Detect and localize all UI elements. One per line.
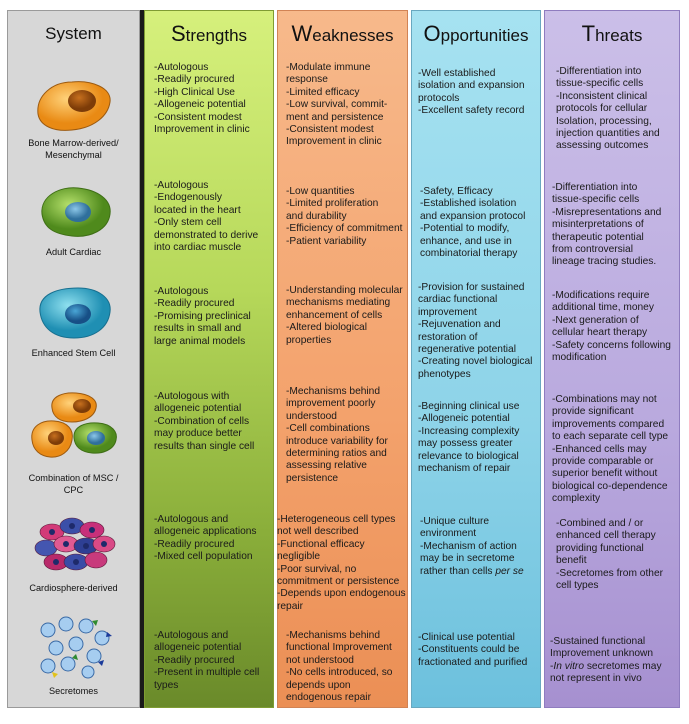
header-system: System bbox=[45, 24, 102, 43]
threat-adult-cardiac: -Differentiation into tissue-specific cells -Misrepresentations and misinterpretations of therapeutic potential from controversial lineage tracing studies. bbox=[552, 182, 662, 268]
weakness-cardiosphere: -Heterogeneous cell types not well described -Functional efficacy negligible -Poor survival, no commitment or persistence -Depends upon endogenous repair bbox=[277, 514, 406, 612]
system-label: Secretomes bbox=[48, 686, 99, 696]
bone-marrow-cell-icon bbox=[32, 76, 118, 136]
header-opportunities: Opportunities bbox=[423, 21, 529, 46]
threat-combination: -Combinations may not provide significant improvements compared to each separate cell type -Enhanced cells may provide comparable or superior benefit without biological co-dependence complexity bbox=[552, 394, 669, 505]
system-label: Combination of MSC / CPC bbox=[28, 473, 119, 495]
threat-bone-marrow: -Differentiation into tissue-specific cells -Inconsistent clinical protocols for cellular Isolation, processing, injection quantities and assessing outcomes bbox=[556, 66, 660, 152]
strength-secretomes: -Autologous and allogeneic potential -Readily procured -Present in multiple cell types bbox=[154, 630, 260, 691]
opportunity-secretomes: -Clinical use potential -Constituents could be fractionated and purified bbox=[418, 632, 528, 668]
system-label: Enhanced Stem Cell bbox=[31, 348, 116, 358]
header-weaknesses: Weaknesses bbox=[291, 21, 394, 46]
opportunity-adult-cardiac: -Safety, Efficacy -Established isolation and expansion protocol -Potential to modify, enhance, and use in combinatorial therapy bbox=[420, 186, 526, 260]
weakness-adult-cardiac: -Low quantities -Limited proliferation and durability -Efficiency of commitment -Patient variability bbox=[286, 186, 403, 247]
strength-enhanced: -Autologous -Readily procured -Promising preclinical results in small and large animal models bbox=[154, 286, 251, 347]
system-label: Bone Marrow-derived/ Mesenchymal bbox=[28, 138, 119, 160]
threat-enhanced: -Modifications require additional time, money -Next generation of cellular heart therapy -Safety concerns following modification bbox=[552, 290, 671, 364]
opportunity-bone-marrow: -Well established isolation and expansion protocols -Excellent safety record bbox=[418, 68, 525, 117]
cardiosphere-icon bbox=[32, 512, 118, 576]
strength-bone-marrow: -Autologous -Readily procured -High Clinical Use -Allogeneic potential -Consistent modest Improvement in clinic bbox=[154, 62, 250, 136]
opportunity-cardiosphere: -Unique culture environment -Mechanism of action may be in secretome rather than cells per se bbox=[420, 516, 524, 577]
weakness-bone-marrow: -Modulate immune response -Limited efficacy -Low survival, commit- ment and persistence -Consistent modest Improvement in clinic bbox=[286, 62, 388, 148]
strength-cardiosphere: -Autologous and allogeneic applications -Readily procured -Mixed cell population bbox=[154, 514, 257, 563]
opportunity-enhanced: -Provision for sustained cardiac functional improvement -Rejuvenation and restoration of regenerative potential -Creating novel biological phenotypes bbox=[418, 282, 533, 380]
system-label: Adult Cardiac bbox=[45, 247, 102, 257]
weakness-combination: -Mechanisms behind improvement poorly understood -Cell combinations introduce variability for determining ratios and assessing relative persistence bbox=[286, 386, 388, 484]
header-threats: Threats bbox=[581, 21, 643, 46]
system-label: Cardiosphere-derived bbox=[29, 583, 118, 593]
threat-secretomes: -Sustained functional Improvement unknown -In vitro secretomes may not represent in vivo bbox=[550, 636, 662, 685]
enhanced-stem-cell-icon bbox=[34, 284, 116, 342]
opportunity-combination: -Beginning clinical use -Allogeneic potential -Increasing complexity may possess greater relevance to biological mechanism of repair bbox=[418, 401, 520, 475]
weakness-enhanced: -Understanding molecular mechanisms mediating enhancement of cells -Altered biological properties bbox=[286, 285, 403, 346]
header-strengths: Strengths bbox=[170, 21, 248, 46]
threat-combined-enhanced: -Combined and / or enhanced cell therapy providing functional benefit -Secretomes from other cell types bbox=[556, 518, 664, 592]
msc-cpc-combination-icon bbox=[30, 390, 120, 464]
weakness-secretomes: -Mechanisms behind functional Improvement not understood -No cells introduced, so depends upon endogenous repair bbox=[286, 630, 393, 704]
strength-combination: -Autologous with allogeneic potential -Combination of cells may produce better results than single cell bbox=[154, 391, 255, 452]
adult-cardiac-cell-icon bbox=[38, 184, 114, 240]
secretomes-icon bbox=[36, 616, 114, 680]
strength-adult-cardiac: -Autologous -Endogenously located in the heart -Only stem cell demonstrated to derive into cardiac muscle bbox=[154, 180, 259, 254]
